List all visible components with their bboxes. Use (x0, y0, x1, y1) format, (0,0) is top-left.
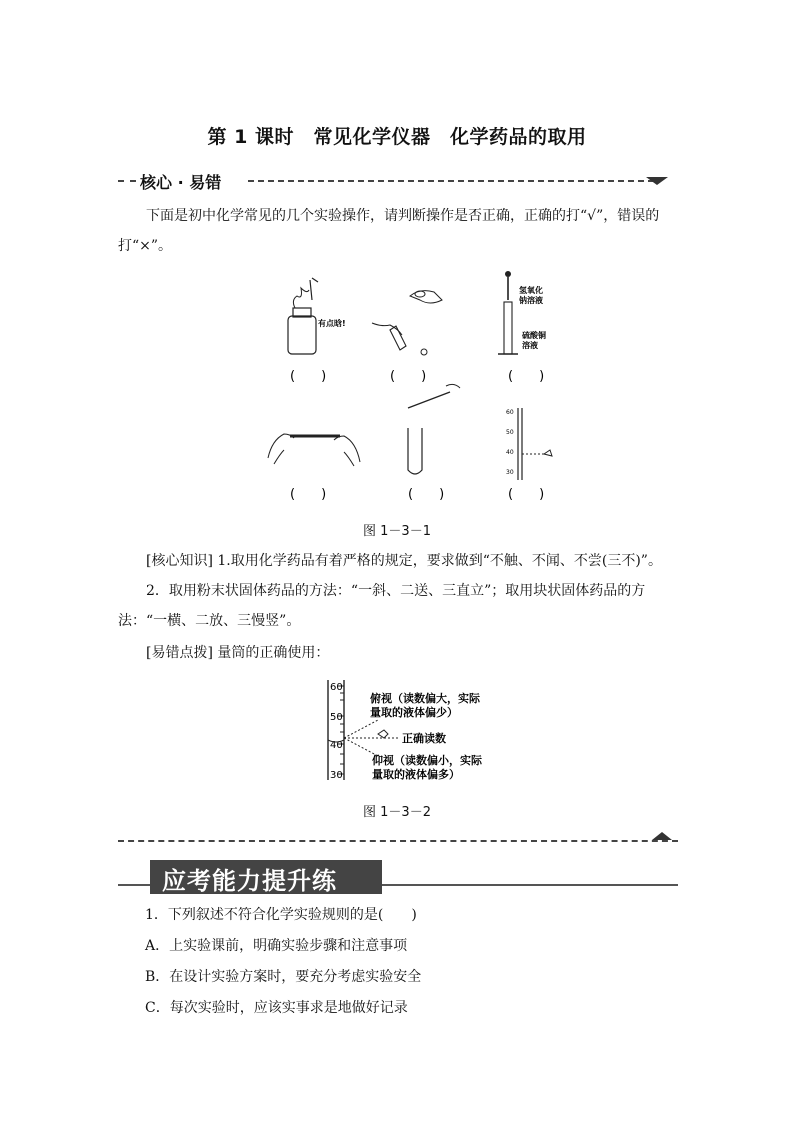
figure1-caption: 图 1－3－1 (363, 524, 431, 539)
eye-icon (378, 730, 388, 738)
answer-blank-5: ( ) (408, 487, 445, 502)
panel-smell-bottle (288, 278, 346, 354)
scale-tick: 40 (506, 449, 514, 456)
top-view-note-2: 量取的液体偏少） (370, 706, 458, 719)
answer-blank-6: ( ) (508, 487, 545, 502)
panel-solid-into-tube (372, 291, 442, 355)
mistake-tip: [易错点拨] 量筒的正确使用： (146, 645, 330, 661)
scale-tick: 60 (506, 409, 514, 416)
figure-experiment-operations (260, 268, 570, 520)
panel-dropper-cylinder (498, 271, 546, 354)
divider (248, 180, 654, 182)
label-naoh: 氢氧化钠溶液 (519, 286, 543, 305)
panel-tube-spatula (408, 384, 460, 474)
figure2-caption: 图 1－3－2 (363, 805, 431, 820)
cylinder-tick: 40 (330, 740, 343, 751)
answer-blank-3: ( ) (508, 369, 545, 384)
core-knowledge-2: 2．取用粉末状固体药品的方法：“一斜、二送、三直立”；取用块状固体药品的方法：“一横、二放、三慢竖”。 (118, 583, 646, 629)
cylinder-tick: 50 (330, 712, 343, 723)
section-end-divider (118, 840, 678, 842)
page-title: 第 1 课时 常见化学仪器 化学药品的取用 (207, 126, 587, 148)
section-header-core (118, 168, 678, 194)
scale-tick: 50 (506, 429, 514, 436)
cylinder-tick: 60 (330, 682, 343, 693)
banner-label: 应考能力提升练 (162, 867, 337, 895)
label-cuso4: 硫酸铜溶液 (522, 331, 546, 350)
option-c: C．每次实验时，应该实事求是地做好记录 (145, 1000, 408, 1016)
scale-tick: 30 (506, 469, 514, 476)
panel-cylinder-reading (506, 408, 552, 480)
section-banner (150, 860, 382, 894)
triangle-down-icon (646, 177, 668, 185)
top-view-note: 俯视（读数偏大，实际 (370, 692, 480, 705)
intro-paragraph: 下面是初中化学常见的几个实验操作，请判断操作是否正确，正确的打“√”，错误的打“×”。 (118, 208, 660, 254)
core-knowledge-1: [核心知识] 1.取用化学药品有着严格的规定，要求做到“不触、不闻、不尝(三不)”。 (146, 553, 662, 569)
answer-blank-2: ( ) (390, 369, 427, 384)
correct-reading-label: 正确读数 (402, 732, 446, 745)
option-a: A．上实验课前，明确实验步骤和注意事项 (145, 938, 408, 954)
divider (118, 180, 136, 182)
cylinder-tick: 30 (330, 770, 343, 781)
question-1: 1．下列叙述不符合化学实验规则的是( ) (145, 907, 417, 923)
smell-label: 有点晗! (318, 319, 346, 328)
answer-blank-4: ( ) (290, 487, 327, 502)
bottom-view-note-2: 量取的液体偏多） (372, 768, 460, 781)
figure-cylinder-reading (322, 676, 512, 786)
panel-hands-tube (268, 434, 360, 466)
triangle-up-icon (652, 832, 672, 840)
option-b: B．在设计实验方案时，要充分考虑实验安全 (145, 969, 422, 985)
answer-blank-1: ( ) (290, 369, 327, 384)
bottom-view-note: 仰视（读数偏小，实际 (372, 754, 482, 767)
section-label: 核心 · 易错 (140, 173, 222, 192)
